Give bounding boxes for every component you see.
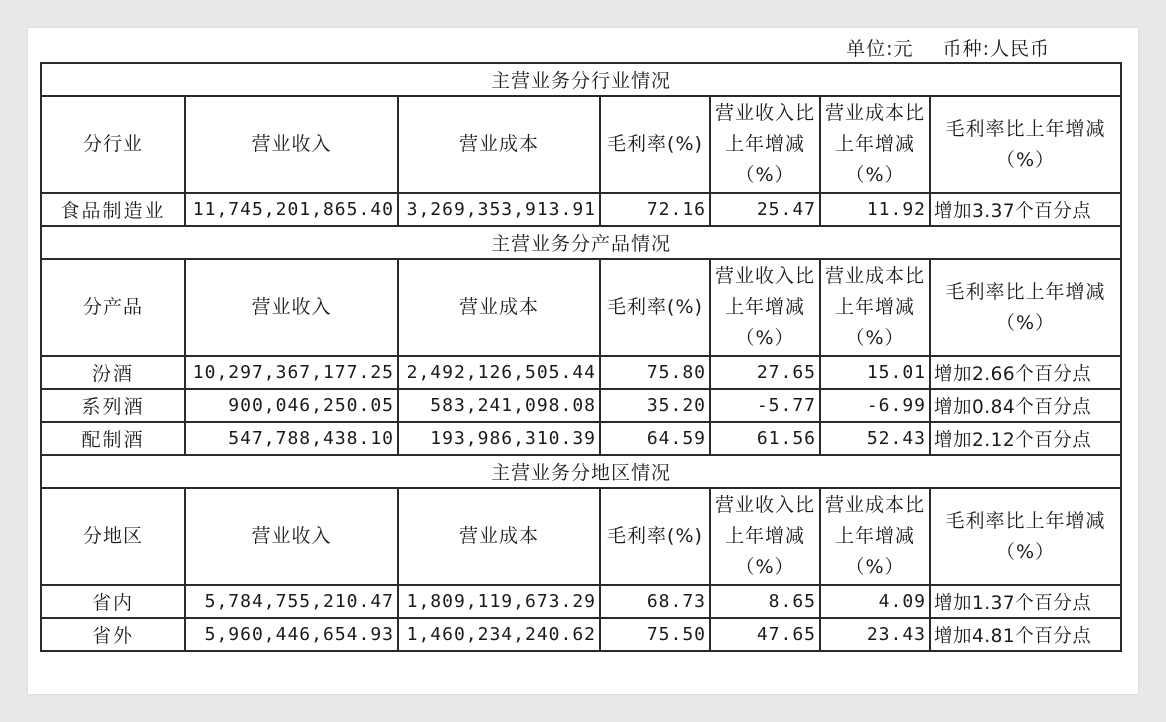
section-title: 主营业务分行业情况 <box>41 63 1121 96</box>
header-row <box>41 259 1121 356</box>
row-margin: 75.50 <box>600 618 710 651</box>
table-row <box>41 356 1121 389</box>
row-cost-change: 4.09 <box>820 585 930 618</box>
row-cost-change: -6.99 <box>820 389 930 422</box>
row-margin-change: 增加1.37个百分点 <box>930 585 1121 618</box>
section-title: 主营业务分产品情况 <box>41 226 1121 259</box>
row-revenue: 5,784,755,210.47 <box>185 585 398 618</box>
margin-change-header: 毛利率比上年增减（%） <box>930 488 1121 585</box>
row-margin-change: 增加2.12个百分点 <box>930 422 1121 455</box>
row-margin: 35.20 <box>600 389 710 422</box>
revenue-change-header: 营业收入比上年增减（%） <box>710 259 820 356</box>
unit-line <box>846 34 1050 61</box>
row-cost-change: 23.43 <box>820 618 930 651</box>
row-cost: 193,986,310.39 <box>398 422 600 455</box>
table-row <box>41 193 1121 226</box>
row-name: 省内 <box>41 585 185 618</box>
row-margin-change: 增加3.37个百分点 <box>930 193 1121 226</box>
section-industry <box>41 63 1121 226</box>
row-margin-change: 增加2.66个百分点 <box>930 356 1121 389</box>
row-margin: 64.59 <box>600 422 710 455</box>
section-title: 主营业务分地区情况 <box>41 455 1121 488</box>
header-row <box>41 488 1121 585</box>
row-revenue: 11,745,201,865.40 <box>185 193 398 226</box>
unit-label: 单位:元 <box>846 38 914 60</box>
row-cost: 1,809,119,673.29 <box>398 585 600 618</box>
margin-header: 毛利率(%) <box>600 259 710 356</box>
revenue-change-header: 营业收入比上年增减（%） <box>710 96 820 193</box>
table-row <box>41 389 1121 422</box>
row-name: 汾酒 <box>41 356 185 389</box>
row-cost-change: 11.92 <box>820 193 930 226</box>
cost-change-header: 营业成本比上年增减（%） <box>820 259 930 356</box>
row-revenue-change: 27.65 <box>710 356 820 389</box>
cost-header: 营业成本 <box>398 259 600 356</box>
category-header: 分产品 <box>41 259 185 356</box>
row-margin-change: 增加0.84个百分点 <box>930 389 1121 422</box>
category-header: 分地区 <box>41 488 185 585</box>
row-name: 食品制造业 <box>41 193 185 226</box>
section-product <box>41 226 1121 455</box>
row-cost: 2,492,126,505.44 <box>398 356 600 389</box>
row-name: 系列酒 <box>41 389 185 422</box>
cost-change-header: 营业成本比上年增减（%） <box>820 96 930 193</box>
row-revenue: 547,788,438.10 <box>185 422 398 455</box>
section-region <box>41 455 1121 651</box>
row-revenue-change: 8.65 <box>710 585 820 618</box>
margin-change-header: 毛利率比上年增减（%） <box>930 96 1121 193</box>
row-margin: 72.16 <box>600 193 710 226</box>
row-cost-change: 15.01 <box>820 356 930 389</box>
row-cost: 3,269,353,913.91 <box>398 193 600 226</box>
row-name: 配制酒 <box>41 422 185 455</box>
table-row <box>41 422 1121 455</box>
row-revenue: 10,297,367,177.25 <box>185 356 398 389</box>
category-header: 分行业 <box>41 96 185 193</box>
header-row <box>41 96 1121 193</box>
cost-header: 营业成本 <box>398 488 600 585</box>
currency-label: 币种:人民币 <box>942 38 1050 60</box>
revenue-header: 营业收入 <box>185 96 398 193</box>
cost-change-header: 营业成本比上年增减（%） <box>820 488 930 585</box>
table-row <box>41 585 1121 618</box>
row-revenue-change: -5.77 <box>710 389 820 422</box>
row-revenue: 5,960,446,654.93 <box>185 618 398 651</box>
document-page <box>28 28 1138 694</box>
row-name: 省外 <box>41 618 185 651</box>
row-cost: 583,241,098.08 <box>398 389 600 422</box>
revenue-header: 营业收入 <box>185 259 398 356</box>
row-cost: 1,460,234,240.62 <box>398 618 600 651</box>
row-revenue-change: 25.47 <box>710 193 820 226</box>
margin-header: 毛利率(%) <box>600 488 710 585</box>
row-revenue-change: 61.56 <box>710 422 820 455</box>
margin-change-header: 毛利率比上年增减（%） <box>930 259 1121 356</box>
revenue-change-header: 营业收入比上年增减（%） <box>710 488 820 585</box>
margin-header: 毛利率(%) <box>600 96 710 193</box>
row-margin-change: 增加4.81个百分点 <box>930 618 1121 651</box>
row-margin: 68.73 <box>600 585 710 618</box>
table-row <box>41 618 1121 651</box>
row-revenue: 900,046,250.05 <box>185 389 398 422</box>
row-margin: 75.80 <box>600 356 710 389</box>
row-revenue-change: 47.65 <box>710 618 820 651</box>
revenue-header: 营业收入 <box>185 488 398 585</box>
row-cost-change: 52.43 <box>820 422 930 455</box>
cost-header: 营业成本 <box>398 96 600 193</box>
main-business-table <box>40 62 1122 652</box>
